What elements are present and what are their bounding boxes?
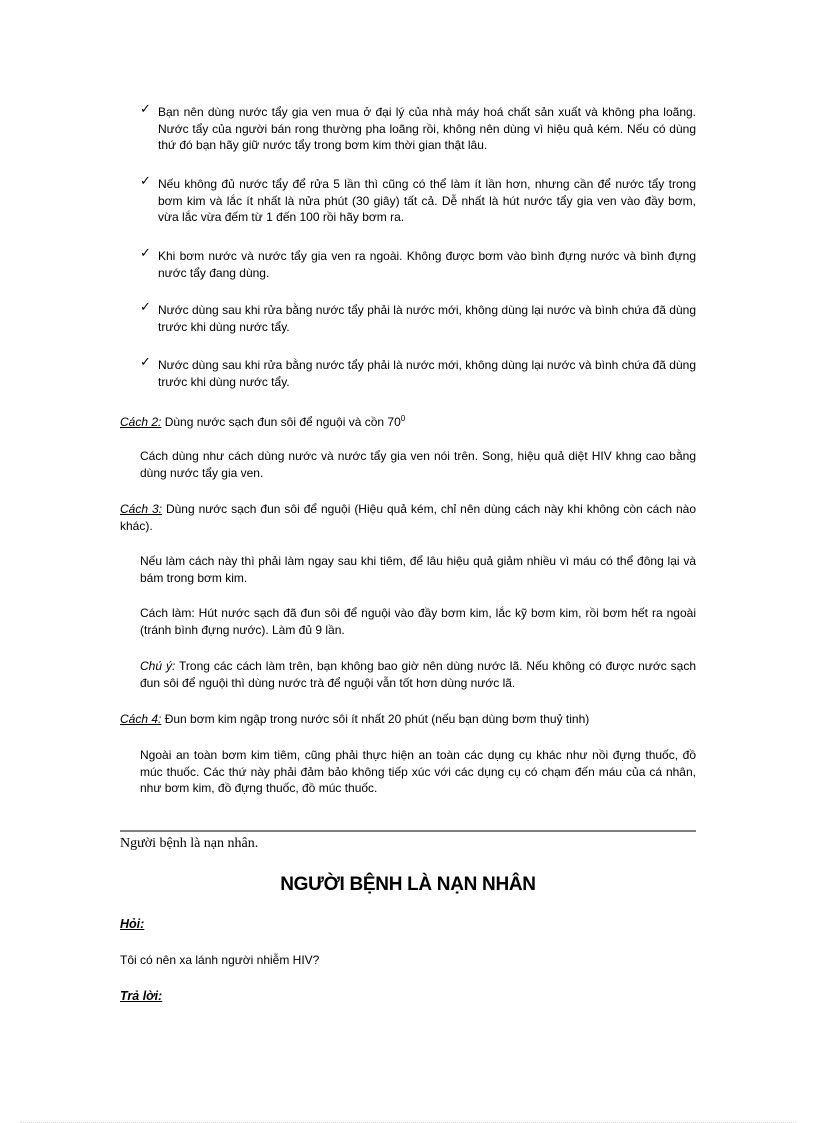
cach-3-detail-2: Cách làm: Hút nước sạch đã đun sôi để nguội vào đầy bơm kim, lắc kỹ bơm kim, rồi bơm hết ra ngoài (tránh bình đựng nước). Làm đủ 9 lần. [140,606,696,637]
bullet-text: Nếu không đủ nước tẩy để rửa 5 lần thì cũng có thể làm ít lần hơn, nhưng cần để nước tẩy trong bơm kim và lắc ít nhất là nửa phút (30 giây) tất cả. Dễ nhất là hút nước tẩy gia ven vào đầy bơm, vừa lắc vừa đếm từ 1 đến 100 rồi hãy bơm ra. [158,177,696,224]
bullet-item [140,248,696,281]
cach-2-heading [120,411,696,431]
note-text: Trong các cách làm trên, bạn không bao giờ nên dùng nước lã. Nếu không có được nước sạch đun sôi để nguội thì dùng nước trà để nguội vẫn tốt hơn dùng nước lã. [140,659,696,690]
cach-3-text: Dùng nước sạch đun sôi để nguội (Hiệu quả kém, chỉ nên dùng cách này khi không còn cách nào khác). [120,502,696,533]
section-divider [120,830,696,832]
checkmark-icon: ✓ [140,174,151,189]
bullet-text: Bạn nên dùng nước tẩy gia ven mua ở đại lý của nhà máy hoá chất sản xuất và không pha loãng. Nước tẩy của người bán rong thường pha loãng rồi, không nên dùng vì hiệu quả kém. Nếu có dùng thứ đó bạn hãy giữ nước tẩy trong bơm kim thời gian thật lâu. [158,105,696,152]
section-title: NGƯỜI BỆNH LÀ NẠN NHÂN [280,874,536,895]
checkmark-icon: ✓ [140,355,151,370]
cach-2-label: Cách 2: [120,415,162,429]
bullet-item [140,176,696,226]
cach-3-heading [120,501,696,534]
traloi-label: Trả lời: [120,989,163,1003]
degree-superscript: 0 [400,414,406,423]
bullet-item [140,104,696,154]
bullet-text: Nước dùng sau khi rửa bằng nước tẩy phải là nước mới, không dùng lại nước và bình chứa đã dùng trước khi dùng nước tẩy. [158,358,696,389]
cach-3-note [140,658,696,691]
cach-4-detail: Ngoài an toàn bơm kim tiêm, cũng phải thực hiện an toàn các dụng cụ khác như nồi đựng thuốc, đồ múc thuốc. Các thứ này phải đảm bảo không tiếp xúc với các dụng cụ có chạm đến máu của cá nhân, như bơm kim, đồ đựng thuốc, đồ múc thuốc. [140,748,696,795]
section-small-heading: Người bệnh là nạn nhân. [120,836,259,851]
cach-2-detail: Cách dùng như cách dùng nước và nước tẩy gia ven nói trên. Song, hiệu quả diệt HIV khng cao bằng dùng nước tẩy gia ven. [140,449,696,480]
bullet-text: Khi bơm nước và nước tẩy gia ven ra ngoài. Không được bơm vào bình đựng nước và bình đựng nước tẩy đang dùng. [158,249,696,280]
checkmark-icon: ✓ [140,300,151,315]
checkmark-icon: ✓ [140,102,151,117]
cach-4-heading [120,711,696,728]
cach-2-text: Dùng nước sạch đun sôi để nguội và cồn 70 [161,415,401,429]
bullet-text: Nước dùng sau khi rửa bằng nước tẩy phải là nước mới, không dùng lại nước và bình chứa đã dùng trước khi dùng nước tẩy. [158,303,696,334]
cach-4-text: Đun bơm kim ngập trong nước sôi ít nhất 20 phút (nếu bạn dùng bơm thuỷ tinh) [161,712,590,726]
bullet-item [140,357,696,390]
hoi-label: Hỏi: [120,917,145,931]
cach-3-detail-1: Nếu làm cách này thì phải làm ngay sau khi tiêm, để lâu hiệu quả giảm nhiều vì máu có thể đông lại và bám trong bơm kim. [140,554,696,585]
cach-4-label: Cách 4: [120,712,162,726]
cach-3-label: Cách 3: [120,502,162,516]
question-text: Tôi có nên xa lánh người nhiễm HIV? [120,953,320,967]
bullet-item [140,302,696,335]
note-label: Chú ý: [140,659,176,673]
checkmark-icon: ✓ [140,246,151,261]
